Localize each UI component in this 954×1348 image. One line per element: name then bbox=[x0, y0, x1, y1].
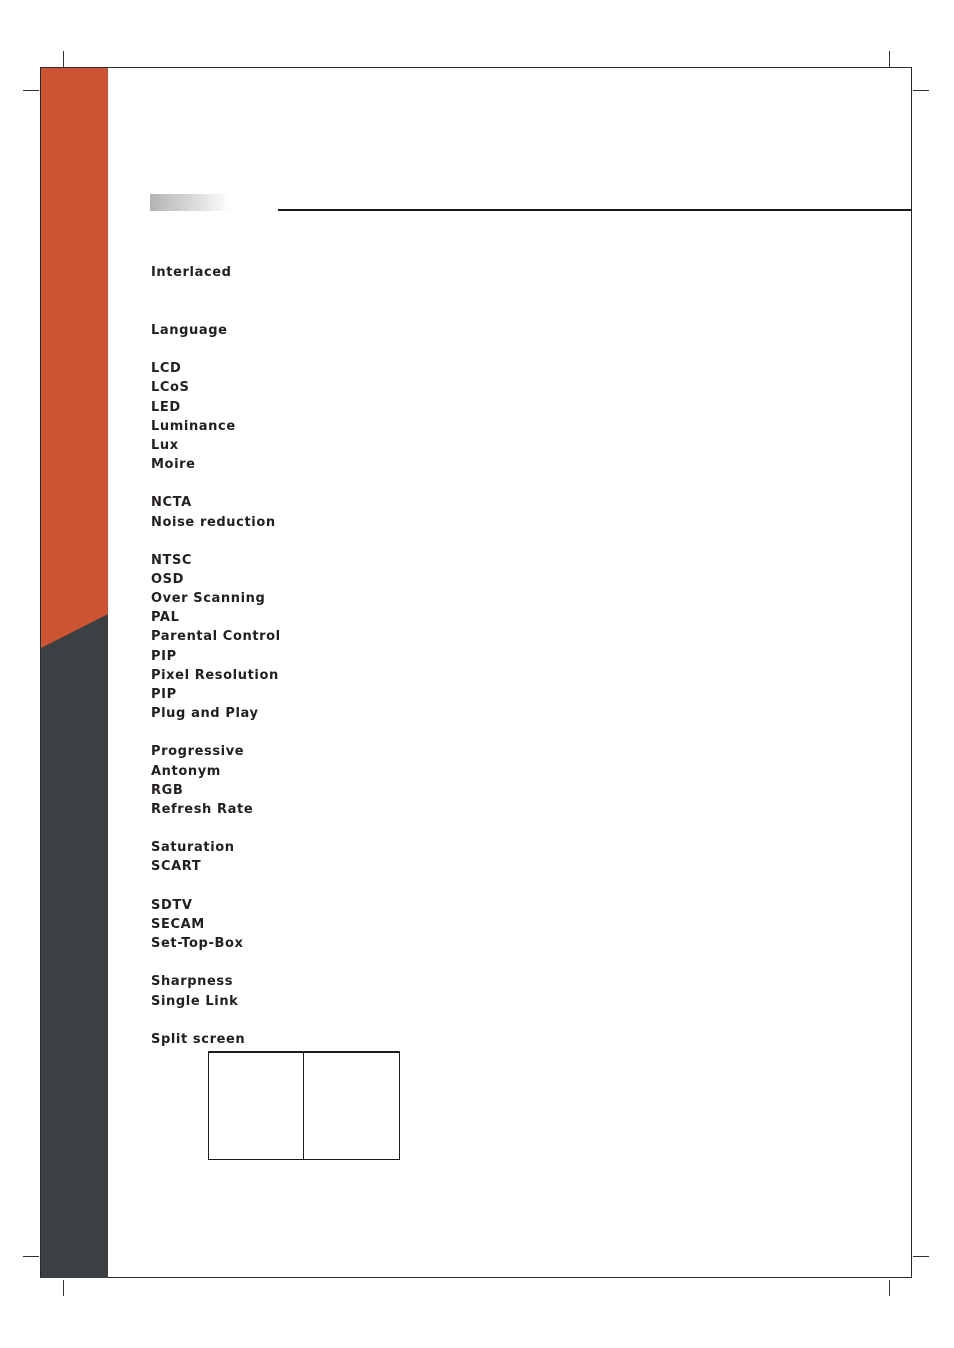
glossary-term: Parental Control bbox=[151, 629, 281, 644]
glossary-term: Luminance bbox=[151, 419, 236, 434]
glossary-term: OSD bbox=[151, 572, 185, 587]
side-band-accent bbox=[41, 68, 108, 648]
glossary-term: NCTA bbox=[151, 495, 192, 510]
glossary-term: Interlaced bbox=[151, 265, 232, 280]
crop-mark bbox=[889, 1280, 890, 1296]
header-rule bbox=[278, 209, 912, 211]
glossary-term: NTSC bbox=[151, 553, 193, 568]
glossary-term: Refresh Rate bbox=[151, 802, 254, 817]
crop-mark bbox=[913, 1256, 929, 1257]
glossary-term: Moire bbox=[151, 457, 196, 472]
glossary-term: SECAM bbox=[151, 917, 205, 932]
glossary-term: Language bbox=[151, 323, 228, 338]
crop-mark bbox=[889, 51, 890, 67]
glossary-term: SDTV bbox=[151, 898, 193, 913]
crop-mark bbox=[63, 51, 64, 67]
glossary-term: Pixel Resolution bbox=[151, 668, 279, 683]
glossary-term: Noise reduction bbox=[151, 515, 276, 530]
crop-mark bbox=[23, 90, 39, 91]
glossary-term: PIP bbox=[151, 687, 177, 702]
header-gradient-bar bbox=[150, 194, 230, 211]
crop-mark bbox=[63, 1280, 64, 1296]
glossary-term: Over Scanning bbox=[151, 591, 266, 606]
glossary-term: Lux bbox=[151, 438, 179, 453]
glossary-term: PIP bbox=[151, 649, 177, 664]
glossary-term: Plug and Play bbox=[151, 706, 259, 721]
glossary-term: Set-Top-Box bbox=[151, 936, 244, 951]
side-band bbox=[41, 68, 108, 1278]
glossary-term: RGB bbox=[151, 783, 184, 798]
glossary-term: SCART bbox=[151, 859, 202, 874]
glossary-term: LCoS bbox=[151, 380, 190, 395]
split-screen-diagram bbox=[208, 1051, 400, 1160]
crop-mark bbox=[23, 1256, 39, 1257]
crop-mark bbox=[913, 90, 929, 91]
glossary-term: Split screen bbox=[151, 1032, 246, 1047]
glossary-term: Saturation bbox=[151, 840, 235, 855]
glossary-term: PAL bbox=[151, 610, 180, 625]
glossary-term: Antonym bbox=[151, 764, 221, 779]
glossary-term: LED bbox=[151, 400, 181, 415]
glossary-term: Sharpness bbox=[151, 974, 234, 989]
split-screen-divider bbox=[303, 1053, 304, 1159]
glossary-term: Progressive bbox=[151, 744, 245, 759]
glossary-term: LCD bbox=[151, 361, 182, 376]
glossary-term: Single Link bbox=[151, 994, 239, 1009]
